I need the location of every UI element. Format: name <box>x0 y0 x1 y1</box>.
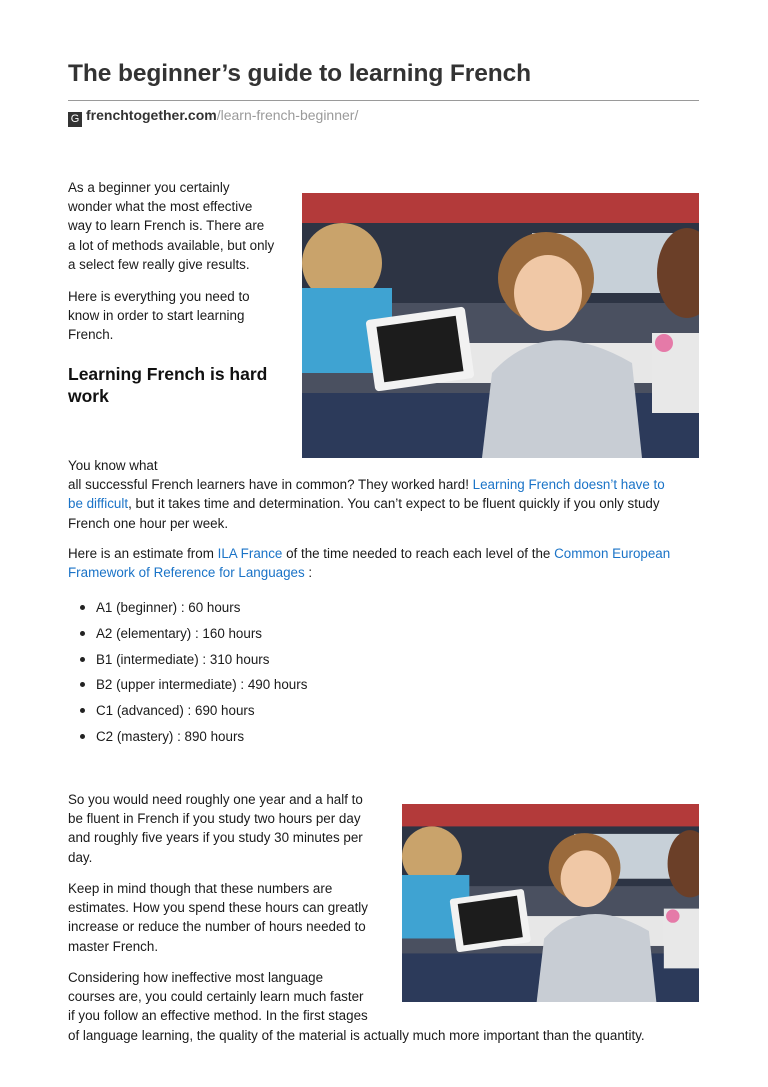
heading-line: work <box>68 386 109 406</box>
text-line: of language learning, the quality of the material is actually much more important than the quantity. <box>68 1027 645 1043</box>
article-title: The beginner’s guide to learning French <box>68 60 532 87</box>
text-line: if you follow an effective method. In the first stages <box>68 1008 368 1024</box>
link-ila-france[interactable]: ILA France <box>217 546 283 561</box>
hard-work-paragraph <box>68 456 699 533</box>
list-item-text: C2 (mastery) : 890 hours <box>96 728 245 744</box>
text-line: and roughly five years if you study 30 minutes per <box>68 830 363 846</box>
text-line: estimates. How you spend these hours can greatly <box>68 900 368 916</box>
text-line: know in order to start learning <box>68 308 245 324</box>
list-item-text: C1 (advanced) : 690 hours <box>96 703 255 719</box>
text-line: a select few really give results. <box>68 256 250 272</box>
photo-student-tablet <box>302 193 699 458</box>
heading-line: Learning French is hard <box>68 364 268 384</box>
text-line: Here is everything you need to <box>68 289 250 304</box>
text-line: courses are, you could certainly learn much faster <box>68 989 364 1005</box>
section-heading <box>68 363 267 407</box>
list-item <box>68 621 307 647</box>
text-line: French one hour per week. <box>68 515 229 531</box>
source-domain[interactable]: frenchtogether.com <box>86 107 217 123</box>
text-span: , but it takes time and determination. You can’t expect to be fluent quickly if you only study <box>128 496 660 512</box>
link-learning-french[interactable]: Learning French doesn’t have to <box>472 477 665 493</box>
text-line: wonder what the most effective <box>68 199 253 215</box>
text-line: French. <box>68 327 114 343</box>
estimates-paragraph <box>68 879 368 956</box>
link-cefr[interactable]: Common European <box>554 546 671 561</box>
google-icon: G <box>68 112 82 127</box>
text-line: So you would need roughly one year and a half to <box>68 792 363 807</box>
link-cefr-continued[interactable]: Framework of Reference for Languages <box>68 565 305 581</box>
list-item-text: A1 (beginner) : 60 hours <box>96 600 241 615</box>
text-span: Here is an estimate from <box>68 546 218 561</box>
list-item-text: B1 (intermediate) : 310 hours <box>96 651 270 667</box>
title-divider <box>68 100 699 101</box>
intro-paragraph-2 <box>68 287 250 345</box>
list-item-text: A2 (elementary) : 160 hours <box>96 625 262 641</box>
bullet-icon <box>80 682 85 687</box>
bullet-icon <box>80 631 85 636</box>
text-line: be fluent in French if you study two hours per day <box>68 811 361 827</box>
text-span: all successful French learners have in common? They worked hard! <box>68 477 473 493</box>
text-line: You know what <box>68 458 158 473</box>
list-item <box>68 647 307 673</box>
text-line: As a beginner you certainly <box>68 180 230 195</box>
source-path[interactable]: /learn-french-beginner/ <box>216 107 359 123</box>
list-item <box>68 672 307 698</box>
text-span: of the time needed to reach each level of the <box>282 546 555 561</box>
list-item <box>68 724 307 750</box>
source-line[interactable] <box>68 107 358 127</box>
list-item <box>68 595 307 621</box>
text-line: day. <box>68 849 93 865</box>
list-item-text: B2 (upper intermediate) : 490 hours <box>96 677 308 693</box>
photo-student-tablet-repeat <box>402 804 699 1002</box>
intro-paragraph-1 <box>68 178 274 274</box>
text-line: a lot of methods available, but only <box>68 237 275 253</box>
text-line: way to learn French is. There are <box>68 218 265 234</box>
bullet-icon <box>80 708 85 713</box>
level-list <box>68 595 307 750</box>
estimate-paragraph <box>68 544 708 582</box>
bullet-icon <box>80 605 85 610</box>
bullet-icon <box>80 734 85 739</box>
list-item <box>68 698 307 724</box>
text-line: Considering how ineffective most language <box>68 970 324 985</box>
text-line: increase or reduce the number of hours needed to <box>68 919 366 935</box>
duration-paragraph <box>68 790 363 867</box>
text-line: master French. <box>68 938 159 954</box>
bullet-icon <box>80 657 85 662</box>
text-line: Keep in mind though that these numbers are <box>68 881 333 896</box>
text-span: : <box>304 565 313 581</box>
link-be-difficult[interactable]: be difficult <box>68 496 129 512</box>
